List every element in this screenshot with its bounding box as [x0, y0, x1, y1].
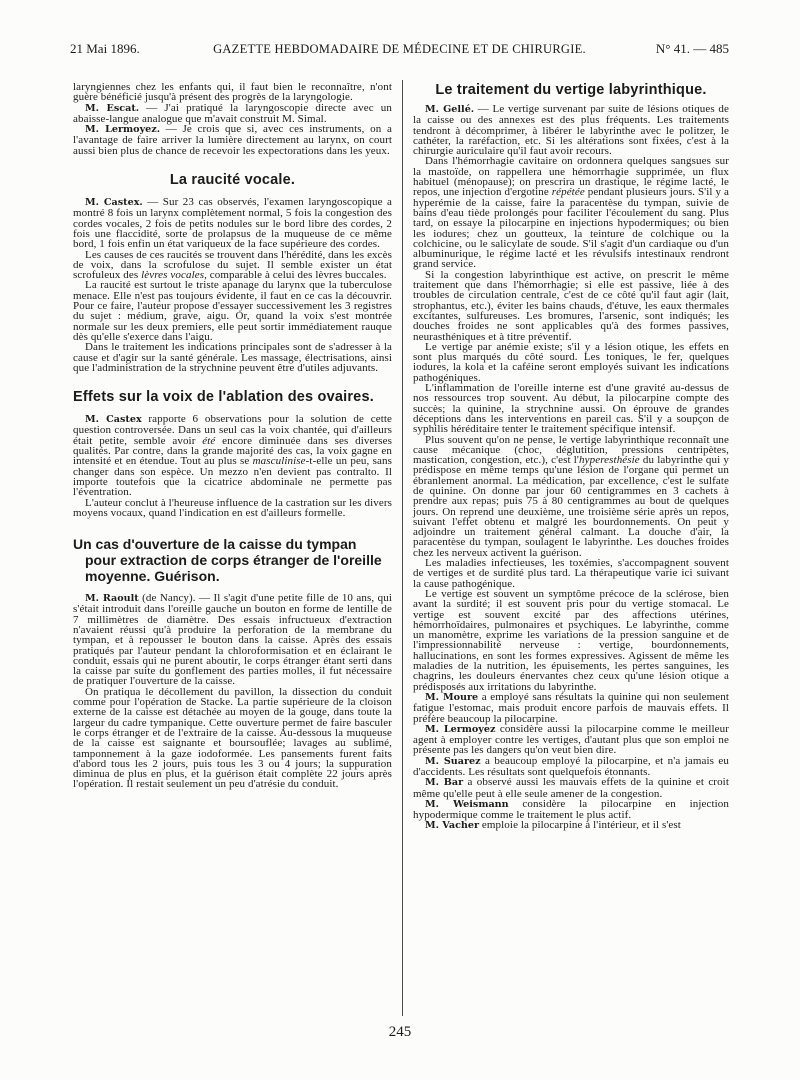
- speaker-name: M. Bar: [425, 777, 464, 789]
- paragraph: [413, 589, 729, 692]
- paragraph: [73, 103, 392, 125]
- paragraph: [73, 280, 392, 342]
- column-divider: [402, 80, 403, 1016]
- italic-text: répétée: [551, 186, 585, 199]
- paragraph: [73, 687, 392, 790]
- paragraph: [413, 820, 729, 831]
- paragraph: [73, 124, 392, 156]
- text-run: a beaucoup employé la pilocarpine, et n'a jamais eu d'accidents. Les résultats sont quelquefois étonnants.: [413, 754, 730, 778]
- speaker-name: M. Lermoyez.: [85, 124, 161, 136]
- text-run: — J'ai pratiqué la laryngoscopie directe avec un abaisse-langue analogue que m'avait construit M. Simal.: [73, 101, 393, 125]
- text-run: — Je crois que si, avec ces instruments, on a l'avantage de faire arriver la lumière directement au larynx, on court aussi bien plus de chance de recevoir les expectorations dans les yeux.: [73, 123, 392, 157]
- paragraph: [413, 383, 729, 434]
- speaker-name: M. Castex.: [85, 197, 143, 209]
- paragraph: [413, 104, 729, 156]
- text-run: Les maladies infectieuses, les toxémies, s'accompagnent souvent de vertiges et de surdité plus tard. La thérapeutique varie ici suivant la cause pathogénique.: [413, 557, 729, 590]
- speaker-name: M. Suarez: [425, 755, 481, 767]
- speaker-name: M. Gellé.: [425, 104, 475, 115]
- paragraph: [73, 197, 392, 249]
- paragraph: [413, 156, 729, 269]
- left-column: [73, 82, 392, 790]
- paragraph: [413, 724, 729, 756]
- section-heading: [73, 389, 392, 405]
- paragraph: [73, 498, 392, 519]
- italic-text: hyperesthésie: [579, 454, 640, 467]
- speaker-name: M. Moure: [425, 691, 479, 703]
- journal-title: GAZETTE HEBDOMADAIRE DE MÉDECINE ET DE CHIRURGIE.: [213, 42, 586, 56]
- paragraph: [73, 593, 392, 687]
- text-run: encore diminuée dans ses diverses qualités. Par contre, dans la grande majorité des cas, la voix gagne en intensité et en étendue. Tout au plus se: [73, 434, 393, 468]
- italic-text: été: [202, 434, 216, 447]
- right-column: [413, 82, 729, 832]
- text-run: laryngiennes chez les enfants qui, il faut bien le reconnaître, n'ont guère bénéficié jusqu'à présent des progrès de la laryngologie.: [73, 81, 392, 104]
- running-header: [70, 40, 729, 58]
- speaker-name: M. Castex: [85, 414, 142, 426]
- speaker-name: M. Raoult: [85, 593, 139, 605]
- text-run: considère aussi la pilocarpine comme le meilleur agent à employer contre les vertiges, d'autant plus que son emploi ne présente pas les dangers qu'on veut bien dire.: [413, 722, 729, 757]
- paragraph: [413, 270, 729, 342]
- heading-line: La raucité vocale.: [169, 172, 296, 189]
- paragraph: [73, 82, 392, 103]
- text-run: a observé aussi les mauvais effets de la quinine et croit même qu'elle peut à elle seule amener de la congestion.: [413, 776, 729, 800]
- section-heading: [73, 536, 392, 584]
- speaker-name: M. Vacher: [425, 820, 480, 832]
- text-run: Dans l'hémorrhagie cavitaire on ordonnera quelques sangsues sur la mastoïde, on rappellera une hémorrhagie supprimée, un flux habituel (ménopause); on prescrira un drastique, le régime lacté, le repos, une injection d'ergotine: [413, 155, 729, 199]
- paragraph: [413, 756, 729, 778]
- text-run: emploie la pilocarpine à l'intérieur, et il s'est: [479, 819, 681, 832]
- text-run: pendant plusieurs jours. S'il y a hyperémie de la caisse, faire la paracentèse du tympan, suivie de bains d'eau tiède prolongés pour faciliter l'écoulement du sang. Plus tard, on essaye la pilocarpine en injections hypodermiques; ou bien les iodures; chez un goutteux, la teinture de colchique ou la colchicine, ou le salicylate de soude. S'il s'agit d'un cardiaque ou d'un albuminurique, le régime lacté et les révulsifs intestinaux rendront grand service.: [413, 186, 729, 271]
- paragraph: [413, 692, 729, 724]
- paragraph: [413, 558, 729, 589]
- text-run: Les causes de ces raucités se trouvent dans l'hérédité, dans les excès de voix, dans la scrofulose du sujet. Il semble exister un état scrofuleux des: [73, 248, 392, 282]
- heading-line: moyenne. Guérison.: [85, 568, 220, 585]
- paragraph: [413, 799, 729, 821]
- text-run: Le vertige est souvent un symptôme précoce de la sclérose, bien avant la surdité; il est souvent pris pour du vertige stomacal. Le vertige est souvent excité par des affections utérines, hémorrhoïdaires, pulmonaires et psychiques. Le labyrinthe, comme un manomètre, exprime les variations de la pression sanguine et de l'impressionnabilité nerveuse : vertige, bourdonnements, hallucinations, en sont les formes expressives. Agissent de même les maladies de la nutrition, les épuisements, les pertes sanguines, les chagrins, les douleurs énervantes chez ceux qu'une lésion otique a prédisposés aux irritations du labyrinthe.: [413, 587, 729, 693]
- italic-text: lèvres vocales: [141, 269, 205, 282]
- heading-line: Effets sur la voix de l'ablation des ovaires.: [73, 389, 374, 406]
- issue-number: N° 41. — 485: [655, 41, 729, 56]
- text-run: — Le vertige survenant par suite de lésions otiques de la caisse ou des annexes est des plus fréquents. Les traitements tendront à décomprimer, à libérer le labyrinthe avec le politzer, le cathéter, la raréfaction, etc. Si les altérations sont fixées, c'est à la chirurgie auriculaire qu'il faut avoir recours.: [413, 103, 729, 158]
- text-run: (de Nancy). — Il s'agit d'une petite fille de 10 ans, qui s'était introduit dans l'oreille gauche un bouton en forme de lentille de 7 millimètres de diamètre. Des essais infructueux d'extraction n'avaient réussi qu'à produire la perforation de la membrane du tympan, et à repousser le bouton dans la caisse. Après des essais pratiqués par l'auteur pendant la chloroformisation et en éclairant le conduit, essais qui ne purent aboutir, le corps étranger étant serti dans la caisse par suite du gonflement des parties molles, il fut nécessaire de pratiquer l'ouverture de la caisse.: [73, 592, 392, 688]
- text-run: L'auteur conclut à l'heureuse influence de la castration sur les divers moyens vocaux, quand l'indication en est d'ailleurs formelle.: [73, 496, 392, 519]
- paragraph: [73, 414, 392, 497]
- text-run: , comparable à celui des lèvres buccales.: [204, 269, 387, 282]
- text-run: Le vertige par anémie existe; s'il y a lésion otique, les effets en sont plus marqués du côté sourd. Les toniques, le fer, quelques iodures, la kola et la caféine seront employés suivant les indications pathogéniques.: [413, 340, 729, 384]
- paragraph: [73, 250, 392, 281]
- page-number: 245: [388, 1024, 412, 1040]
- speaker-name: M. Weismann: [425, 798, 509, 810]
- text-run: Dans le traitement les indications principales sont de s'adresser à la cause et d'agir sur la santé générale. Les massage, électrisations, ainsi que l'administration de la strychnine peuvent être d'utiles adjuvants.: [73, 341, 392, 374]
- section-heading: [73, 172, 392, 188]
- issue-date: 21 Mai 1896.: [70, 41, 140, 56]
- heading-line: pour extraction de corps étranger de l'oreille: [85, 552, 382, 569]
- text-run: On pratiqua le décollement du pavillon, la dissection du conduit comme pour l'opération de Stacke. La partie supérieure de la cloison externe de la caisse est détachée au moyen de la gouge, dans toute la largeur du cadre tympanique. Cette ouverture permet de faire basculer le corps étranger et de l'extraire de la caisse. Au-dessous la muqueuse de la caisse est saignante et boursouflée; lavages au sublimé, tamponnement à la gaze iodoformée. Les pansements furent faits d'abord tous les 2 jours, puis tous les 3 ou 4 jours; la suppuration diminua de plus en plus, et la guérison était complète 22 jours après l'opération. Il restait seulement un peu d'atrésie du conduit.: [73, 685, 392, 791]
- heading-line: Le traitement du vertige labyrinthique.: [435, 82, 707, 98]
- italic-text: masculinise: [252, 455, 306, 468]
- paragraph: [413, 777, 729, 799]
- text-run: rapporte 6 observations pour la solution de cette question controversée. Dans un seul cas la voix chantée, qui d'ailleurs était petite, semble avoir: [73, 413, 392, 447]
- text-run: du labyrinthe qui y prédispose en même temps qu'une lésion de l'organe qui permet un ébranlement anormal. La médication, par excellence, c'est le sulfate de quinine. On donne par jour 60 centigrammes en 3 cachets à prendre aux repas; puis 75 à 80 centigrammes au bout de quelques jours. On reprend une deuxième, une troisième série après un repos, suivant l'effet obtenu et malgré les bourdonnements. On peut y adjoindre un traitement général calmant. La douche d'air, la paracentèse du tympan, soulagent le labyrinthe. Les douches froides chez les nerveux activent la guérison.: [413, 454, 729, 559]
- text-run: Si la congestion labyrinthique est active, on prescrit le même traitement que dans l'hémorrhagie; si elle est passive, liée à des troubles de circulation centrale, c'est de ce côté qu'il faut agir (lait, strophantus, etc.), éviter les bains chauds, d'étuve, les eaux thermales excitantes, sulfureuses. Les bromures, l'arsenic, sont indiqués; les douches froides ne sont applicables qu'à des formes passives, neurasthéniques et à titre préventif.: [413, 268, 729, 343]
- speaker-name: M. Lermoyez: [425, 723, 496, 735]
- speaker-name: M. Escat.: [85, 102, 140, 114]
- paragraph: [413, 435, 729, 559]
- section-heading: [413, 82, 729, 98]
- heading-line: Un cas d'ouverture de la caisse du tympan: [73, 536, 357, 553]
- text-run: a employé sans résultats la quinine qui non seulement fatigue l'estomac, mais produit encore parfois de mauvais effets. Il préfère beaucoup la pilocarpine.: [413, 690, 729, 725]
- paragraph: [413, 342, 729, 383]
- text-run: Plus souvent qu'on ne pense, le vertige labyrinthique reconnaît une cause mécanique (choc, déglutition, pressions centripètes, mastication, congestion, etc.), c'est l': [413, 433, 729, 467]
- text-run: — Sur 23 cas observés, l'examen laryngoscopique a montré 8 fois un larynx complètement normal, 5 fois la congestion des cordes vocales, 2 fois de petits nodules sur le bord libre des cordes, 2 fois une flaccidité, sorte de prolapsus de la muqueuse de ce même bord, 1 fois enfin un état variqueux de la face supérieure des cordes.: [73, 196, 392, 251]
- text-run: L'inflammation de l'oreille interne est d'une gravité au-dessus de nos ressources trop souvent. Au début, la pilocarpine compte des succès; la quinine, la strychnine aussi. On éprouve de grandes déceptions dans les interventions en pareil cas. S'il y a soupçon de syphilis héréditaire tenter le traitement spécifique intensif.: [413, 382, 729, 436]
- text-run: considère la pilocarpine en injection hypodermique comme le traitement le plus actif.: [413, 797, 729, 822]
- paragraph: [73, 342, 392, 373]
- text-run: -t-elle un peu, sans changer dans son espèce. Un mezzo n'en devient pas contralto. Il importe toutefois que la cicatrice abdominale ne permette pas l'éventration.: [73, 455, 392, 499]
- text-run: La raucité est surtout le triste apanage du larynx que la tuberculose menace. Elle n'est pas toujours évidente, il faut en ce cas la découvrir. Pour ce faire, l'auteur propose d'essayer successivement les 3 registres du sujet : médium, grave, aigu. Or, quand la voix s'est montrée normale sur les deux premiers, elle peut sortir immédiatement rauque dès qu'elle s'exerce dans l'aigu.: [73, 279, 392, 343]
